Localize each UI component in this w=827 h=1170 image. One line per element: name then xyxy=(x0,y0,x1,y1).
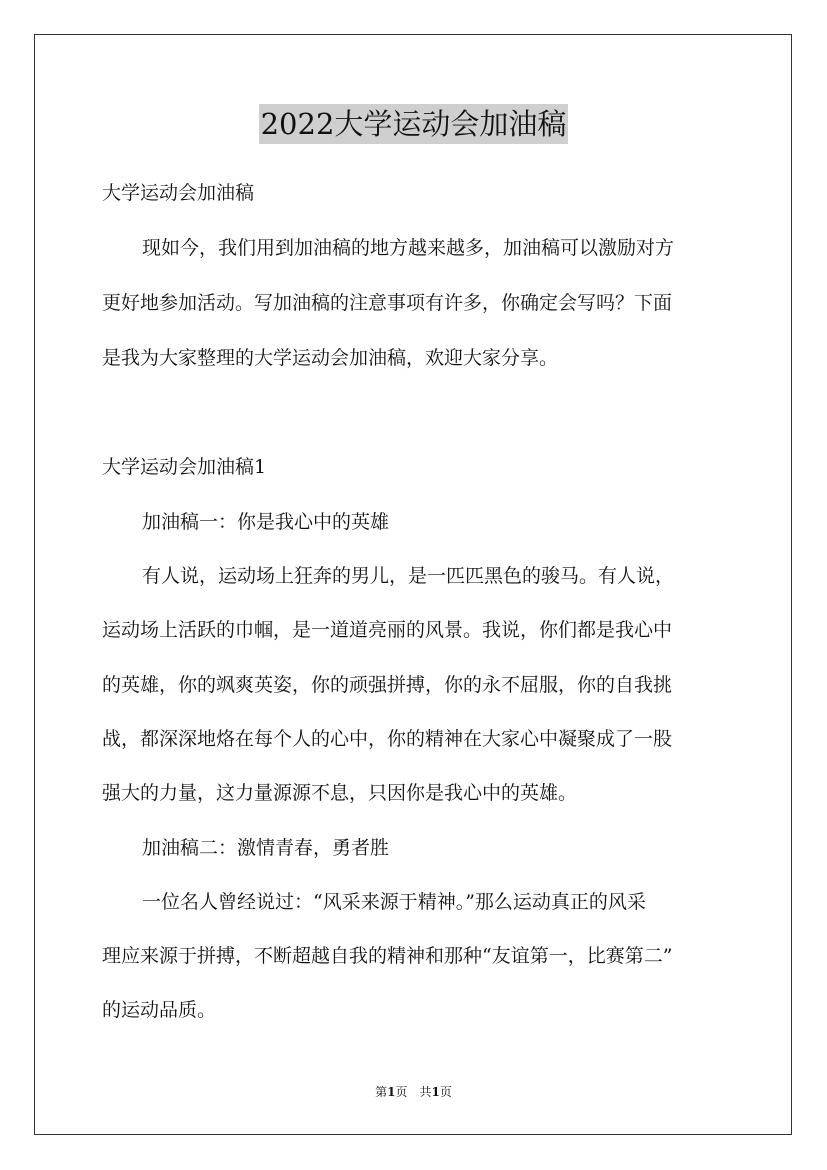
page-number-suffix: 页 xyxy=(439,1085,452,1099)
page-number-prefix: 第 xyxy=(375,1085,388,1099)
document-title-container xyxy=(0,104,827,144)
subheading: 加油稿一：你是我心中的英雄 xyxy=(142,511,390,533)
paragraph-line: 更好地参加活动。写加油稿的注意事项有许多，你确定会写吗？下面 xyxy=(102,292,673,314)
page-footer xyxy=(0,1084,827,1100)
paragraph-line: 一位名人曾经说过：“风采来源于精神。”那么运动真正的风采 xyxy=(142,891,646,913)
paragraph-line: 有人说，运动场上狂奔的男儿，是一匹匹黑色的骏马。有人说， xyxy=(142,565,675,587)
document-title: 2022大学运动会加油稿 xyxy=(259,104,569,144)
section-heading: 大学运动会加油稿 xyxy=(102,182,255,204)
paragraph-line: 理应来源于拼搏，不断超越自我的精神和那种“友谊第一，比赛第二” xyxy=(102,945,673,967)
subheading: 加油稿二：激情青春，勇者胜 xyxy=(142,837,390,859)
section-heading: 大学运动会加油稿1 xyxy=(102,456,267,478)
paragraph-line: 的运动品质。 xyxy=(102,999,217,1021)
page-number-mid: 页 共 xyxy=(395,1085,432,1099)
page-number-current: 1 xyxy=(387,1085,396,1099)
paragraph-line: 是我为大家整理的大学运动会加油稿，欢迎大家分享。 xyxy=(102,347,559,369)
page-number-total: 1 xyxy=(431,1085,440,1099)
paragraph-line: 的英雄，你的飒爽英姿，你的顽强拼搏，你的永不屈服，你的自我挑 xyxy=(102,674,673,696)
paragraph-line: 战，都深深地烙在每个人的心中，你的精神在大家心中凝聚成了一股 xyxy=(102,728,673,750)
paragraph-line: 运动场上活跃的巾帼，是一道道亮丽的风景。我说，你们都是我心中 xyxy=(102,619,673,641)
paragraph-line: 强大的力量，这力量源源不息，只因你是我心中的英雄。 xyxy=(102,782,578,804)
paragraph-line: 现如今，我们用到加油稿的地方越来越多，加油稿可以激励对方 xyxy=(142,237,675,259)
